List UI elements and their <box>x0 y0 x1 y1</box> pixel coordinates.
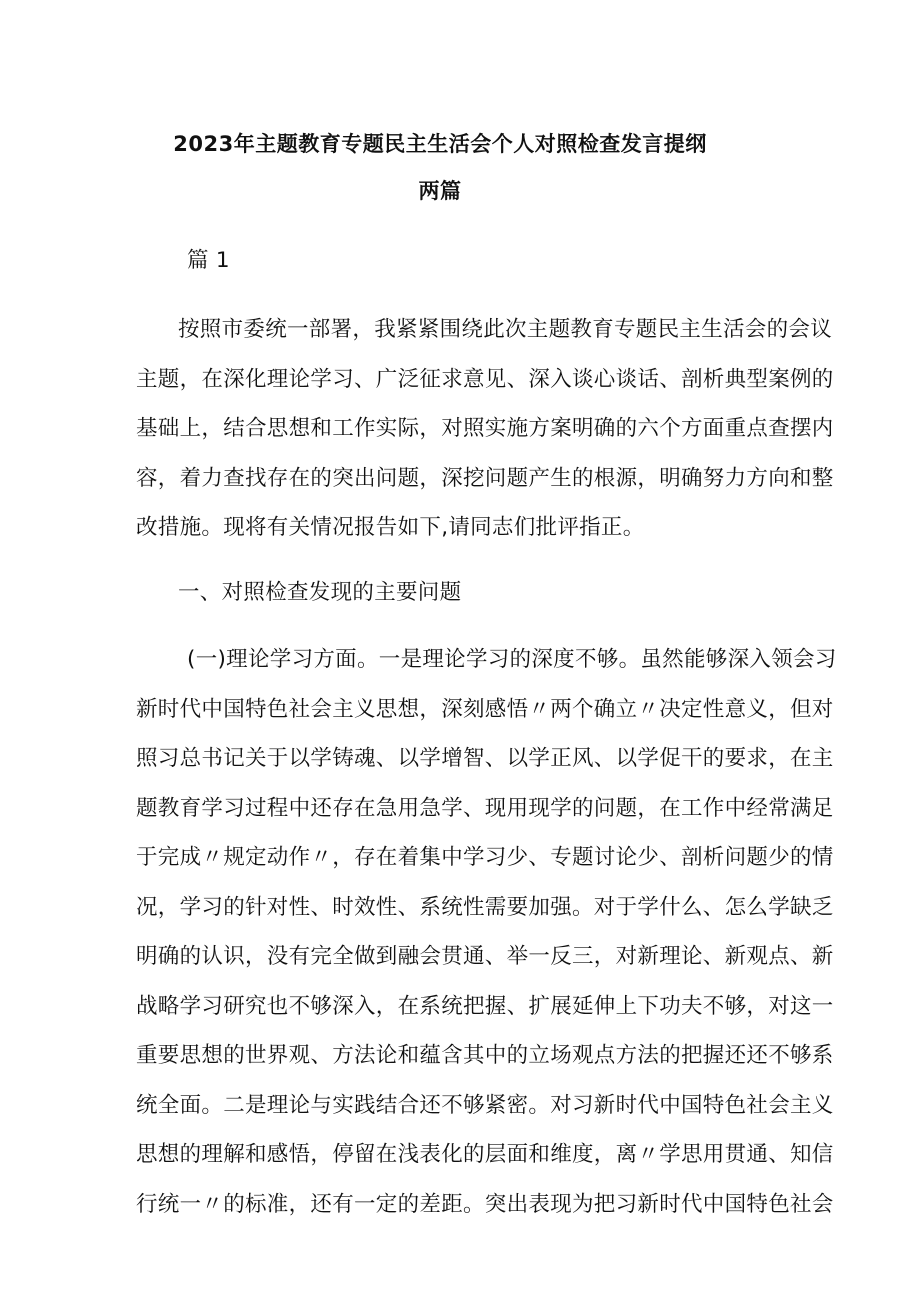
body-line: 思想的理解和感悟，停留在浅表化的层面和维度，离〃学思用贯通、知信 <box>136 1142 834 1167</box>
body-line: 于完成〃规定动作〃，存在着集中学习少、专题讨论少、剖析问题少的情 <box>136 845 834 870</box>
intro-line: 按照市委统一部署，我紧紧围绕此次主题教育专题民主生活会的会议 <box>178 317 833 342</box>
intro-line: 主题，在深化理论学习、广泛征求意见、深入谈心谈话、剖析典型案例的 <box>136 366 834 392</box>
body-line: 行统一〃的标准，还有一定的差距。突出表现为把习新时代中国特色社会 <box>136 1191 834 1217</box>
body-line: 重要思想的世界观、方法论和蕴含其中的立场观点方法的把握还还不够系 <box>136 1043 834 1068</box>
intro-line: 基础上，结合思想和工作实际，对照实施方案明确的六个方面重点查摆内 <box>136 416 834 441</box>
section-heading: 一、对照检查发现的主要问题 <box>178 580 462 605</box>
body-line: 况，学习的针对性、时效性、系统性需要加强。对于学什么、怎么学缺乏 <box>136 894 834 920</box>
part-label: 篇 1 <box>187 248 230 273</box>
body-line: 战略学习研究也不够深入，在系统把握、扩展延伸上下功夫不够，对这一 <box>136 993 834 1019</box>
body-line: 统全面。二是理论与实践结合还不够紧密。对习新时代中国特色社会主义 <box>136 1092 834 1118</box>
body-line: 题教育学习过程中还存在急用急学、现用现学的问题，在工作中经常满足 <box>136 795 834 821</box>
intro-line: 容，着力查找存在的突出问题，深挖问题产生的根源，明确努力方向和整 <box>136 465 834 491</box>
body-line: (一)理论学习方面。一是理论学习的深度不够。虽然能够深入领会习 <box>187 647 837 672</box>
document-title-line-2: 两篇 <box>418 179 462 203</box>
body-line: 新时代中国特色社会主义思想，深刻感悟〃两个确立〃决定性意义，但对 <box>136 696 834 722</box>
body-line: 照习总书记关于以学铸魂、以学增智、以学正风、以学促干的要求，在主 <box>136 746 834 771</box>
body-line: 明确的认识，没有完全做到融会贯通、举一反三，对新理论、新观点、新 <box>136 944 834 969</box>
document-title-line-1: 2023年主题教育专题民主生活会个人对照检查发言提纲 <box>173 132 707 156</box>
intro-line: 改措施。现将有关情况报告如下,请同志们批评指正。 <box>136 515 645 540</box>
